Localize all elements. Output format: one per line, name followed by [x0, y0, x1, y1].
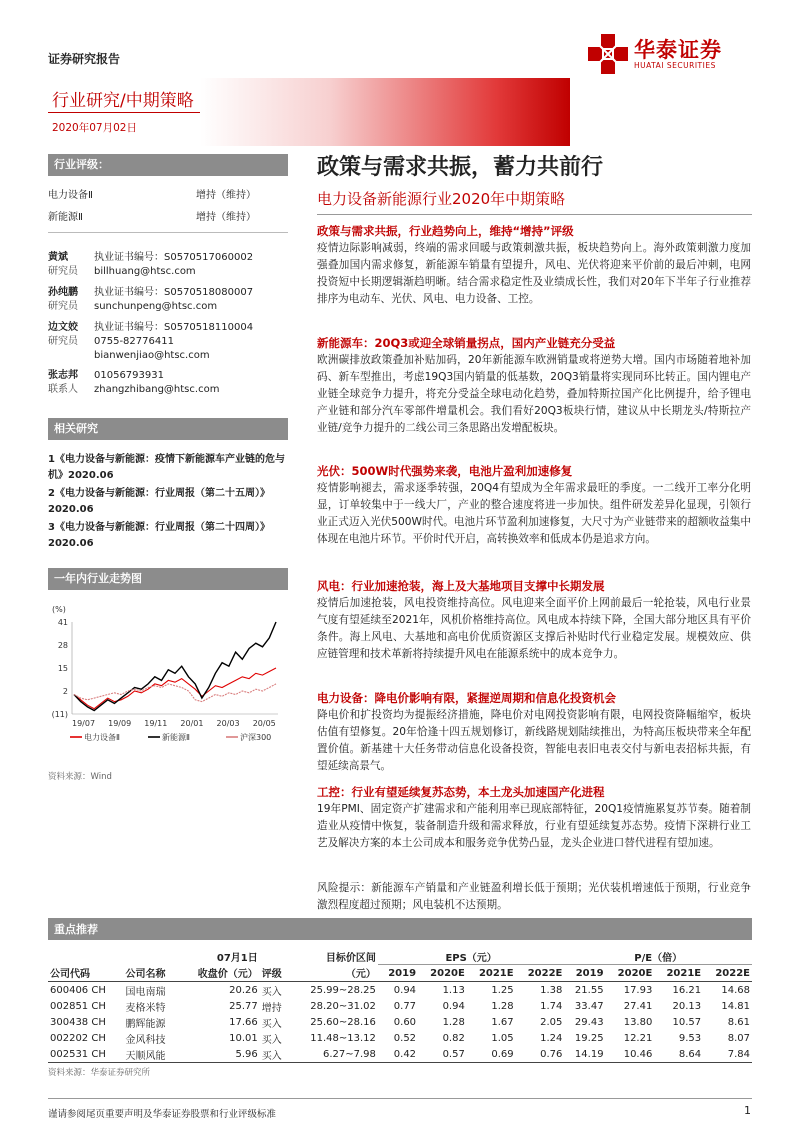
table-cell: 11.48~13.12	[310, 1032, 376, 1044]
table-cell: 10.46	[623, 1048, 653, 1060]
table-cell: 天顺风能	[125, 1050, 166, 1062]
rating-value: 增持（维持）	[196, 212, 256, 223]
table-cell: 10.57	[672, 1016, 702, 1028]
column-header: 2022E	[527, 967, 563, 979]
table-cell: 8.64	[678, 1048, 702, 1060]
section-body: 降电价和扩投资均为提振经济措施，降电价对电网投资影响有限，电网投资降幅缩窄，板块估值有望修复。20年恰逢十四五规划修订，新线路规划陆续推出，为特高压板块带来全年配置价值。新基建十大任务带动信息化设备投资，智能电表旧电表交付与新电表招标共振，有望延续高景气。	[317, 709, 751, 772]
footer-rule	[48, 1098, 752, 1099]
table-cell: 0.52	[393, 1032, 417, 1044]
table-cell: 10.01	[229, 1032, 258, 1044]
column-header: 公司代码	[50, 969, 90, 981]
table-row[interactable]	[48, 982, 752, 999]
report-date: 2020年07月02日	[52, 122, 137, 134]
report-type: 证券研究报告	[48, 52, 121, 66]
table-cell: 25.77	[229, 1000, 258, 1012]
table-cell: 14.68	[721, 984, 750, 996]
analyst-name: 孙纯鹏	[48, 287, 78, 298]
x-tick-label: 20/01	[180, 719, 204, 728]
section-body: 19年PMI、固定资产扩建需求和产能利用率已现底部特征，20Q1疫情施累复苏节奏。随着制造业从疫情中恢复，装备制造升级和需求释放，行业有望延续复苏态势。疫情下深耕行业工艺及解决方案的本土公司成本和服务竞争优势凸显，龙头企业进口替代进程有望加速。	[317, 803, 751, 849]
table-cell: 300438 CH	[50, 1016, 106, 1028]
table-cell: 1.38	[540, 984, 563, 996]
rating-name: 新能源Ⅱ	[48, 212, 83, 223]
recommend-title: 重点推荐	[54, 923, 98, 936]
table-cell: 20.26	[229, 984, 258, 996]
column-header: 收盘价（元）	[197, 969, 258, 981]
table-cell: 14.81	[721, 1000, 750, 1012]
table-cell: 鹏辉能源	[125, 1018, 166, 1030]
table-cell: 28.20~31.02	[310, 1000, 376, 1012]
table-cell: 9.53	[678, 1032, 702, 1044]
table-cell: 金风科技	[125, 1034, 166, 1046]
y-tick-label: 15	[57, 664, 68, 673]
analyst-phone: 01056793931	[94, 370, 164, 381]
table-cell: 6.27~7.98	[322, 1048, 376, 1060]
section-title: 风电：行业加速抢装，海上及大基地项目支撑中长期发展	[317, 579, 605, 593]
recommend-table	[48, 948, 752, 1062]
analyst-email[interactable]: bianwenjiao@htsc.com	[94, 350, 210, 361]
table-cell: 增持	[261, 1002, 282, 1014]
table-cell: 买入	[261, 986, 282, 998]
col-pe: P/E（倍）	[564, 948, 752, 965]
x-tick-label: 20/03	[216, 719, 240, 728]
table-bottom-rule	[48, 1062, 752, 1063]
analyst-block	[48, 369, 219, 397]
section-title: 政策与需求共振，行业趋势向上，维持“增持”评级	[317, 224, 574, 238]
section-body: 疫情影响褪去，需求逐季转强，20Q4有望成为全年需求最旺的季度。一二线开工率分化明显，订单较集中于一线大厂，产业的整合速度将进一步加快。组件研发差异化显现，引领行业正式迈入光伏500W时代。电池片环节盈利加速修复，大尺寸为产业链带来的超额收益集中体现在电池片环节。平价时代开启，高转换效率和低成本仍是追求方向。	[317, 482, 751, 545]
table-cell: 20.13	[672, 1000, 702, 1012]
table-row[interactable]	[48, 1030, 752, 1046]
analyst-role: 研究员	[48, 336, 78, 347]
x-tick-label: 19/11	[144, 719, 168, 728]
table-cell: 25.60~28.16	[310, 1016, 376, 1028]
section-title: 新能源车：20Q3或迎全球销量拐点，国内产业链充分受益	[317, 336, 616, 350]
table-cell: 8.61	[727, 1016, 750, 1028]
analyst-phone: 0755-82776411	[94, 336, 174, 347]
column-header: 2019	[575, 967, 604, 979]
table-cell: 1.28	[491, 1000, 514, 1012]
table-cell: 1.67	[491, 1016, 514, 1028]
related-item[interactable]: 3《电力设备与新能源：行业周报（第二十四周）》2020.06	[48, 522, 270, 549]
y-axis-label: (%)	[52, 605, 66, 614]
y-tick-label: 41	[57, 618, 68, 627]
table-cell: 买入	[261, 1034, 282, 1046]
section-title: 工控：行业有望延续复苏态势，本土龙头加速国产化进程	[317, 785, 605, 799]
table-cell: 0.69	[491, 1048, 514, 1060]
table-cell: 29.43	[574, 1016, 604, 1028]
x-tick-label: 20/05	[252, 719, 276, 728]
rating-row	[48, 208, 288, 223]
table-head-row	[48, 948, 752, 965]
subtitle-rule	[317, 214, 752, 215]
rating-name: 电力设备Ⅱ	[48, 190, 93, 201]
column-header: 评级	[261, 969, 282, 981]
analyst-name: 边文姣	[48, 322, 78, 333]
table-cell: 1.25	[491, 984, 514, 996]
analyst-cert: S0570518080007	[164, 287, 254, 298]
table-row[interactable]	[48, 1046, 752, 1062]
rating-divider	[48, 232, 288, 233]
x-tick-label: 19/07	[72, 719, 96, 728]
logo-en: HUATAI SECURITIES	[634, 61, 716, 70]
table-cell: 0.57	[442, 1048, 465, 1060]
table-cell: 0.77	[393, 1000, 417, 1012]
huatai-logo	[588, 34, 758, 74]
column-header: （元）	[345, 969, 376, 981]
legend-label: 电力设备Ⅱ	[84, 733, 120, 742]
y-tick-label: 2	[62, 687, 68, 696]
series-line	[74, 684, 276, 702]
recommend-header	[48, 918, 752, 940]
table-cell: 21.55	[574, 984, 604, 996]
related-item[interactable]: 1《电力设备与新能源：疫情下新能源车产业链的危与机》2020.06	[48, 454, 285, 481]
table-cell: 8.07	[727, 1032, 750, 1044]
chart-source: 资料来源：Wind	[48, 772, 112, 782]
section-body: 欧洲碳排放政策叠加补贴加码，20年新能源车欧洲销量或将逆势大增。国内市场随着地补加码、新车型推出，考虑19Q3国内销量的低基数，20Q3销量将实现同环比转正。国内锂电产业链全球竞争力提升，将充分受益全球电动化趋势，叠加特斯拉国产化比例提升，给予锂电产业链和部分汽车零部件增量机会。我们看好20Q3板块行情，建议从中长期龙头/特斯拉产业链/竞争力提升的二线公司三条思路出发增配板块。	[317, 354, 751, 434]
table-cell: 002202 CH	[50, 1032, 106, 1044]
table-head-row	[48, 965, 752, 982]
table-cell: 0.94	[393, 984, 417, 996]
report-subtitle: 电力设备新能源行业2020年中期策略	[317, 190, 566, 208]
table-cell: 16.21	[672, 984, 702, 996]
trend-chart	[48, 600, 288, 760]
analyst-role: 研究员	[48, 301, 78, 312]
table-cell: 麦格米特	[125, 1002, 166, 1014]
analyst-cert: S0570518110004	[164, 322, 254, 333]
analyst-block: 孙纯鹏 执业证书编号：S0570518080007 研究员 sunchunpeng@htsc.com	[48, 287, 254, 312]
column-header: 公司名称	[125, 969, 166, 981]
column-header: 2022E	[715, 967, 750, 979]
page-number: 1	[744, 1104, 751, 1117]
rating-row	[48, 186, 288, 201]
column-header: 2021E	[666, 967, 702, 979]
risk-note: 风险提示：新能源车产销量和产业链盈利增长低于预期；光伏装机增速低于预期，行业竞争激烈程度超过预期；风电装机不达预期。	[317, 882, 751, 911]
legend-label: 新能源Ⅱ	[162, 733, 190, 742]
table-row[interactable]	[48, 1014, 752, 1030]
analyst-block: 边文姣 执业证书编号：S0570518110004 研究员 0755-82776411 bianwenjiao@htsc.com	[48, 322, 254, 361]
y-tick-label: 28	[57, 641, 68, 650]
chart-header: 一年内行业走势图	[48, 568, 288, 590]
header-rule	[48, 112, 200, 113]
table-cell: 0.76	[540, 1048, 563, 1060]
rating-value: 增持（维持）	[196, 190, 256, 201]
table-cell: 7.84	[727, 1048, 750, 1060]
analyst-email[interactable]: sunchunpeng@htsc.com	[94, 301, 218, 312]
table-cell: 买入	[261, 1050, 282, 1062]
analyst-role: 联系人	[48, 384, 78, 395]
table-cell: 0.82	[442, 1032, 465, 1044]
table-cell: 国电南瑞	[125, 986, 166, 998]
col-target: 目标价区间	[325, 952, 376, 964]
table-cell: 27.41	[623, 1000, 653, 1012]
logo-mark-icon	[588, 34, 628, 74]
table-cell: 19.25	[574, 1032, 604, 1044]
analyst-cert: S0570517060002	[164, 252, 254, 263]
column-header: 2019	[388, 967, 417, 979]
column-header: 2020E	[430, 967, 465, 979]
table-cell: 1.24	[540, 1032, 563, 1044]
table-cell: 13.80	[623, 1016, 653, 1028]
table-cell: 1.28	[442, 1016, 465, 1028]
related-header: 相关研究	[48, 418, 288, 440]
table-cell: 17.66	[229, 1016, 258, 1028]
column-header: 2020E	[617, 967, 653, 979]
series-line	[74, 622, 276, 711]
analyst-email[interactable]: zhangzhibang@htsc.com	[94, 384, 220, 395]
table-cell: 002851 CH	[50, 1000, 106, 1012]
report-title: 政策与需求共振，蓄力共前行	[317, 155, 604, 180]
table-cell: 2.05	[540, 1016, 563, 1028]
section-body: 疫情边际影响减弱，终端的需求回暖与政策刺激共振，板块趋势向上。海外政策刺激力度加强叠加国内需求修复，新能源车销量有望提升，风电、光伏将迎来平价前的最后冲刺，电网投资短中长期逻辑渐趋明晰。结合需求稳定性及业绩成长性，我们对20年下半年子行业推荐排序为电动车、光伏、风电、电力设备、工控。	[317, 242, 751, 305]
analyst-role: 研究员	[48, 266, 78, 277]
analyst-email[interactable]: billhuang@htsc.com	[94, 266, 196, 277]
table-cell: 002531 CH	[50, 1048, 106, 1060]
table-cell: 14.19	[574, 1048, 604, 1060]
table-cell: 25.99~28.25	[310, 984, 376, 996]
table-source: 资料来源：华泰证券研究所	[48, 1068, 151, 1078]
legend-label: 沪深300	[240, 733, 272, 742]
table-cell: 1.05	[491, 1032, 514, 1044]
report-category: 行业研究/中期策略	[52, 91, 194, 111]
section-title: 电力设备：降电价影响有限，紧握逆周期和信息化投资机会	[317, 691, 616, 705]
analyst-name: 张志邦	[48, 370, 78, 381]
section-title: 光伏：500W时代强势来袭，电池片盈利加速修复	[317, 464, 573, 478]
x-tick-label: 19/09	[108, 719, 132, 728]
table-cell: 17.93	[623, 984, 653, 996]
table-cell: 1.13	[442, 984, 465, 996]
table-cell: 5.96	[235, 1048, 258, 1060]
table-row[interactable]	[48, 998, 752, 1014]
rating-header: 行业评级：	[48, 154, 288, 176]
col-eps: EPS（元）	[378, 948, 565, 965]
table-cell: 0.60	[393, 1016, 417, 1028]
col-date: 07月1日	[216, 952, 258, 964]
section-body: 疫情后加速抢装，风电投资维持高位。风电迎来全面平价上网前最后一轮抢装，风电行业景气度有望延续至2021年，风机价格维持高位。风电成本持续下降，全国大部分地区具有平价条件。海上风电、大基地和高电价优质资源区支撑后补贴时代行业稳定发展。规模效应、供应链管理和技术革新将持续提升风电在能源系统中的成本竞争力。	[317, 597, 751, 660]
logo-cn: 华泰证券	[634, 38, 722, 62]
related-item[interactable]: 2《电力设备与新能源：行业周报（第二十五周）》2020.06	[48, 488, 270, 515]
analyst-name: 黄斌	[48, 252, 68, 263]
y-tick-label: (11)	[51, 710, 68, 719]
header-band	[200, 78, 570, 146]
analyst-block: 黄斌 执业证书编号：S0570517060002 研究员 billhuang@htsc.com	[48, 252, 254, 277]
table-cell: 0.42	[393, 1048, 417, 1060]
table-cell: 买入	[261, 1018, 282, 1030]
table-cell: 33.47	[574, 1000, 604, 1012]
table-cell: 0.94	[442, 1000, 465, 1012]
table-cell: 1.74	[540, 1000, 563, 1012]
table-cell: 600406 CH	[50, 984, 106, 996]
column-header: 2021E	[478, 967, 514, 979]
footer-disclaimer: 谨请参阅尾页重要声明及华泰证券股票和行业评级标准	[48, 1109, 277, 1120]
table-cell: 12.21	[623, 1032, 653, 1044]
